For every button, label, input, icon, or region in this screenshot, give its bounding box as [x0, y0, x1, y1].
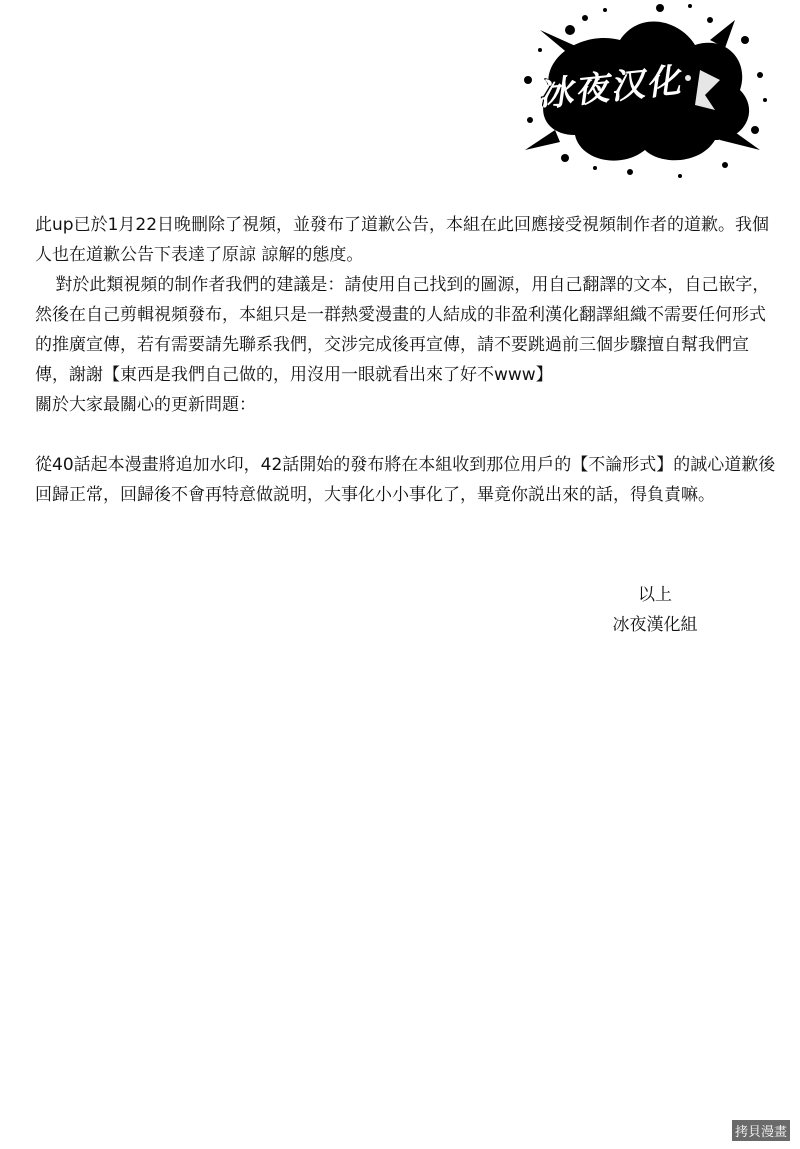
paragraph-update-heading: 關於大家最關心的更新問題：: [35, 395, 256, 415]
site-watermark: 拷貝漫畫: [732, 1120, 790, 1141]
spacer: [35, 420, 780, 450]
signature-closing: 以上: [638, 585, 672, 605]
group-logo: [510, 0, 770, 180]
statement-body: [35, 210, 780, 510]
logo-text: 冰夜汉化: [536, 60, 685, 116]
signature-group-name: 冰夜漢化組: [612, 615, 698, 635]
paragraph-apology-accepted: 此up已於1月22日晚刪除了視頻，並發布了道歉公告，本組在此回應接受視頻制作者的道歉。我個人也在道歉公告下表達了原諒 諒解的態度。: [35, 215, 770, 265]
paragraph-update-details: 從40話起本漫畫將追加水印，42話開始的發布將在本組收到那位用戶的【不論形式】的誠心道歉後回歸正常，回歸後不會再特意做説明，大事化小小事化了，畢竟你説出來的話，得負責嘛。: [35, 455, 776, 505]
paragraph-suggestion: 對於此類視頻的制作者我們的建議是：請使用自己找到的圖源，用自己翻譯的文本，自己嵌字，然後在自己剪輯視頻發布，本組只是一群熱愛漫畫的人結成的非盈利漢化翻譯組織不需要任何形式的推廣宣傳，若有需要請先聯系我們，交涉完成後再宣傳，請不要跳過前三個步驟擅自幫我們宣傳，謝謝【東西是我們自己做的，用沒用一眼就看出來了好不www】: [35, 275, 770, 385]
